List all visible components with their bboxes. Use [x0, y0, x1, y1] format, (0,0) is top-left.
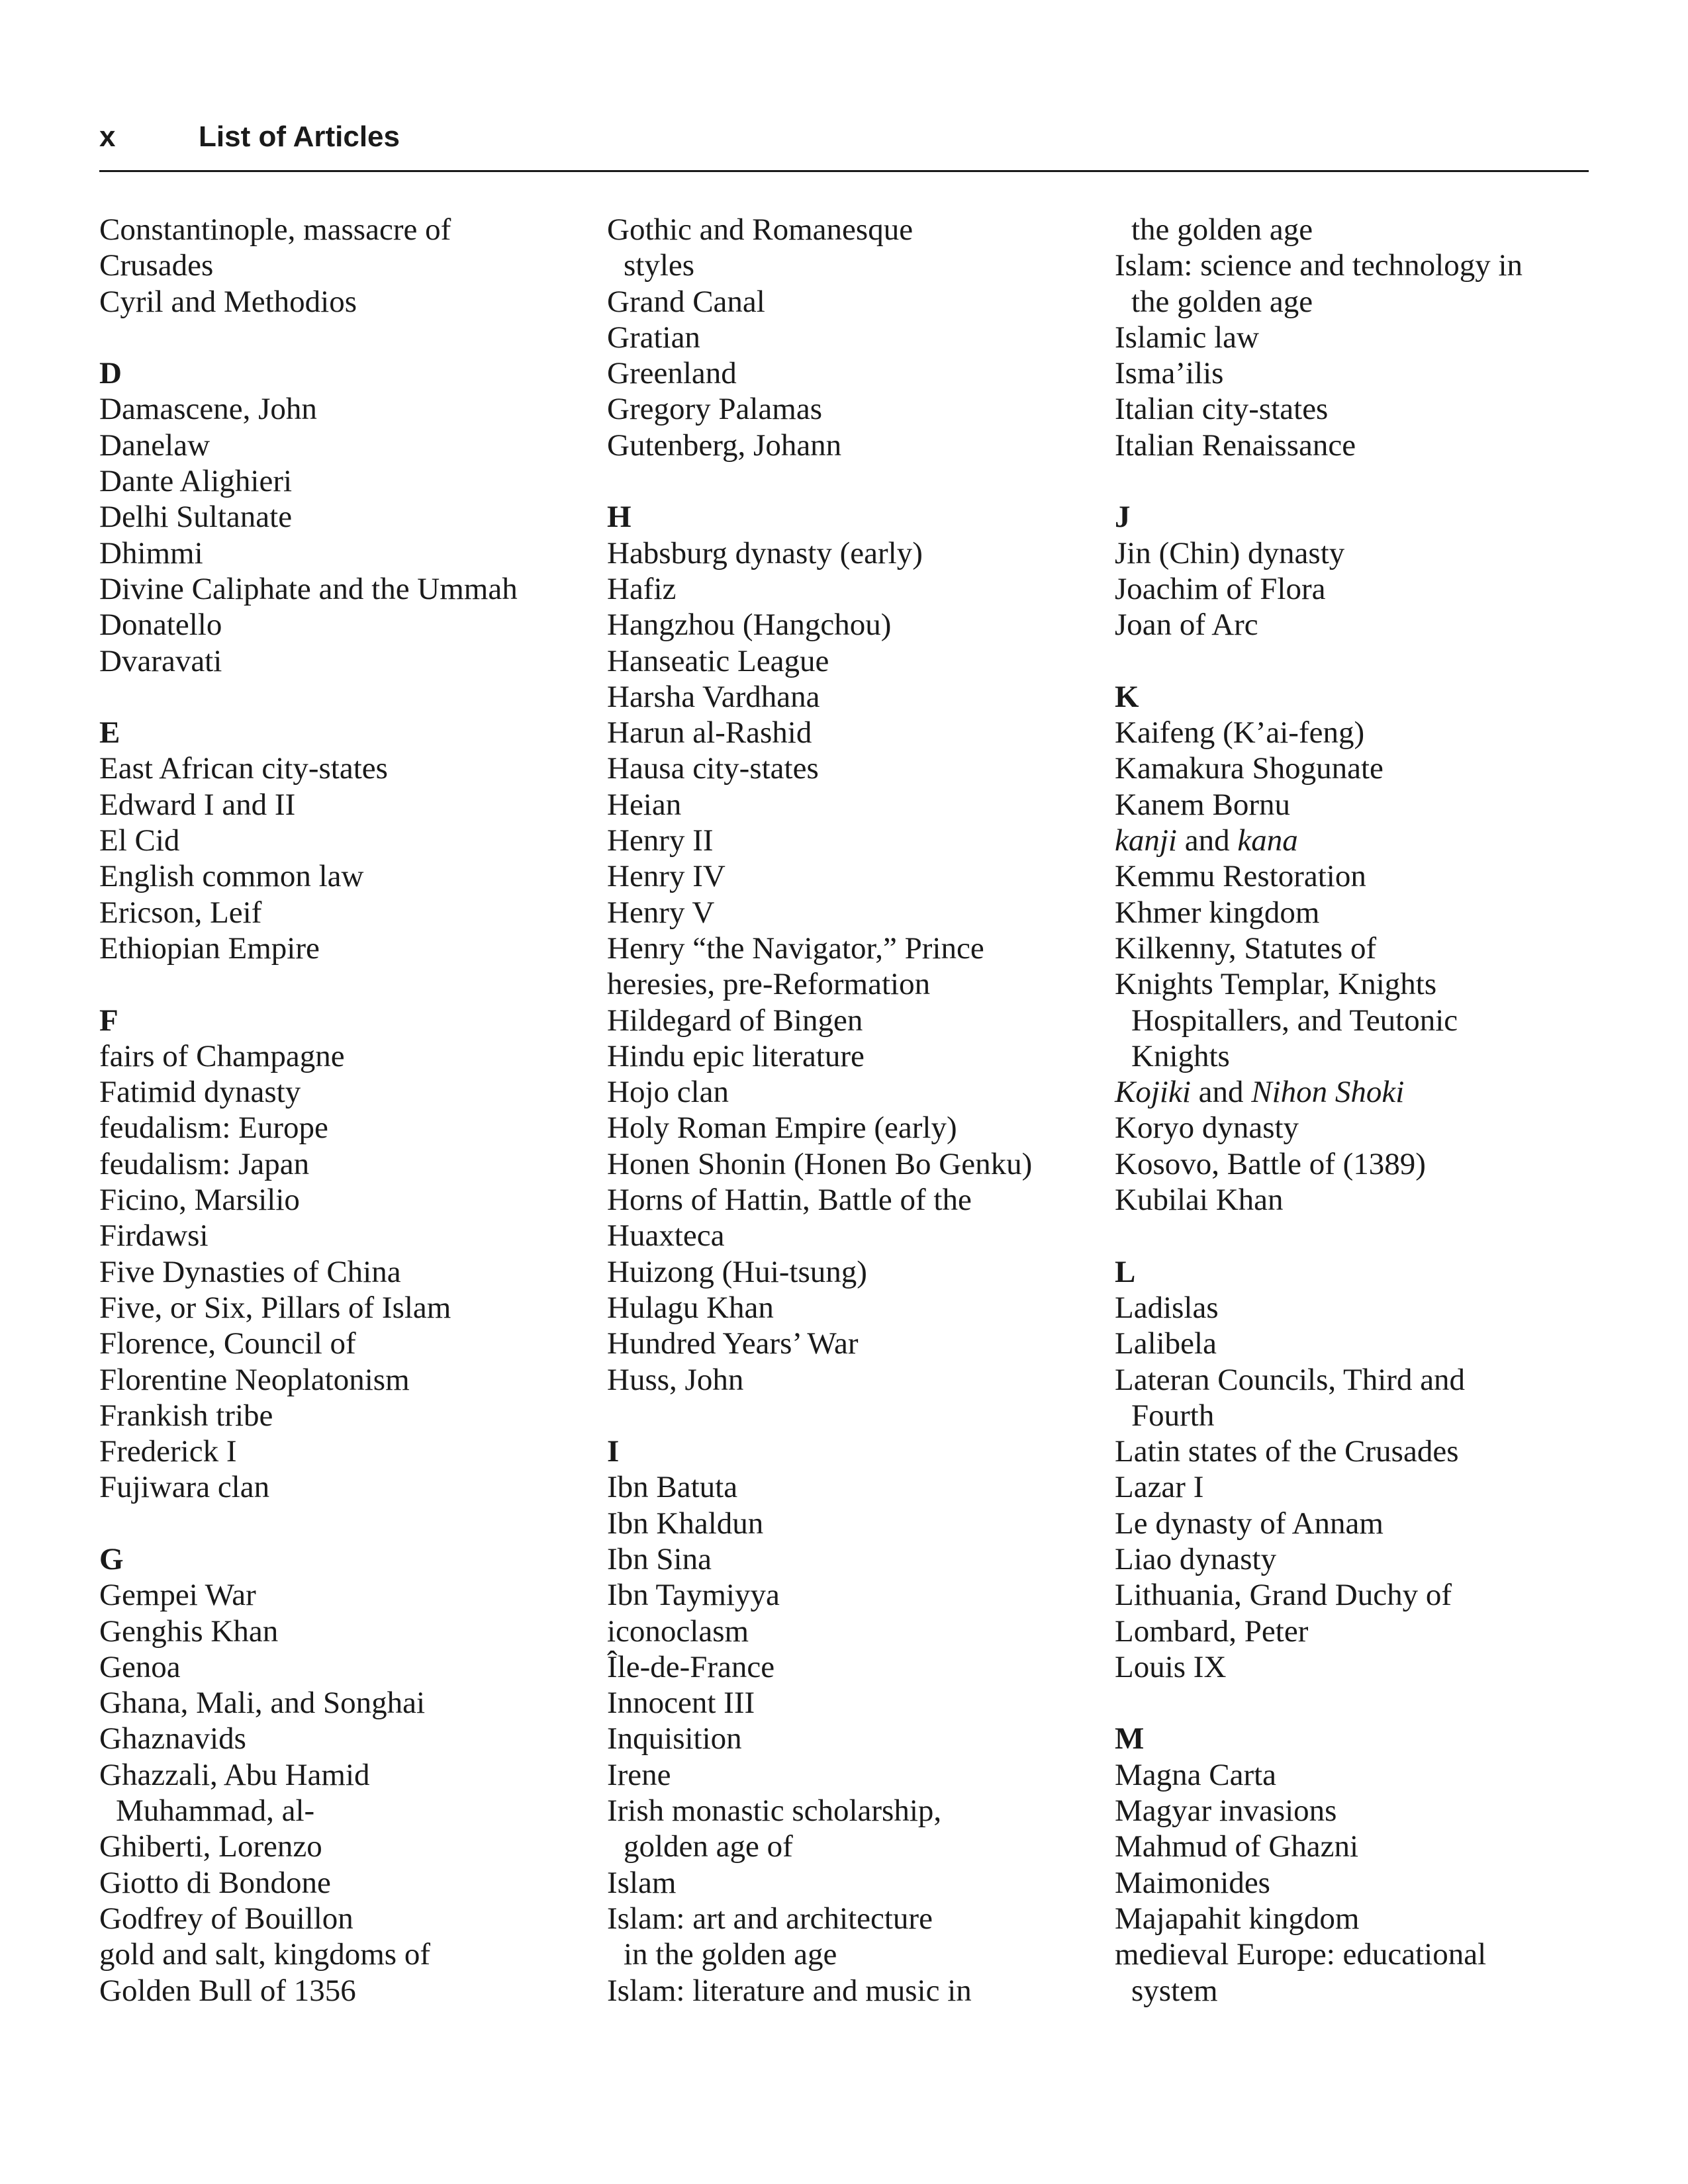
list-item: Holy Roman Empire (early) — [607, 1111, 957, 1146]
section-letter: J — [1115, 500, 1131, 535]
section-title: List of Articles — [199, 120, 400, 153]
list-item: Hundred Years’ War — [607, 1326, 859, 1361]
list-item: Crusades — [99, 248, 214, 283]
list-item: Lalibela — [1115, 1326, 1217, 1361]
list-item: Irene — [607, 1757, 671, 1792]
section-letter: F — [99, 1003, 118, 1038]
list-item: Ibn Batuta — [607, 1470, 738, 1505]
list-item: Italian city-states — [1115, 392, 1329, 427]
list-item: Horns of Hattin, Battle of the — [607, 1183, 972, 1218]
list-item: Magna Carta — [1115, 1757, 1277, 1792]
list-item: Damascene, John — [99, 392, 317, 427]
list-item: Edward I and II — [99, 787, 296, 822]
section-letter: I — [607, 1434, 620, 1469]
list-item: Huaxteca — [607, 1218, 725, 1253]
list-item: fairs of Champagne — [99, 1038, 345, 1073]
list-item: Hausa city-states — [607, 751, 819, 786]
list-item: Gutenberg, Johann — [607, 428, 842, 463]
list-item: Frankish tribe — [99, 1398, 273, 1433]
list-item: Joan of Arc — [1115, 608, 1258, 643]
spacer — [607, 463, 1084, 499]
list-item: Louis IX — [1115, 1649, 1227, 1684]
list-item: Florentine Neoplatonism — [99, 1362, 410, 1397]
list-item: Fujiwara clan — [99, 1470, 270, 1505]
article-column-1 — [99, 212, 576, 2009]
list-item: El Cid — [99, 823, 180, 858]
list-item: Frederick I — [99, 1434, 237, 1469]
list-item: Henry “the Navigator,” Prince — [607, 931, 984, 966]
list-item: Gempei War — [99, 1578, 256, 1613]
list-item: Henry V — [607, 895, 715, 930]
list-item: Hafiz — [607, 571, 677, 606]
list-item: Golden Bull of 1356 — [99, 1973, 356, 2008]
section-letter: D — [99, 356, 122, 391]
article-column-3 — [1115, 212, 1591, 2009]
list-item: Mahmud of Ghazni — [1115, 1829, 1359, 1864]
list-item — [1115, 1074, 1591, 1110]
list-item-continuation: the golden age — [1131, 284, 1313, 319]
list-item: Le dynasty of Annam — [1115, 1506, 1383, 1541]
article-column-2 — [607, 212, 1084, 2009]
list-item: Islam: literature and music in — [607, 1973, 972, 2008]
list-item: Gregory Palamas — [607, 392, 822, 427]
list-item — [1115, 823, 1591, 858]
list-item: Koryo dynasty — [1115, 1111, 1299, 1146]
section-letter: K — [1115, 679, 1139, 714]
list-item-continuation: golden age of — [624, 1829, 793, 1864]
list-item: Habsburg dynasty (early) — [607, 535, 923, 570]
list-item: Gratian — [607, 320, 700, 355]
spacer — [1115, 643, 1591, 679]
list-item: feudalism: Japan — [99, 1146, 310, 1181]
list-item: Kemmu Restoration — [1115, 859, 1366, 894]
list-item: Divine Caliphate and the Ummah — [99, 571, 518, 606]
list-item: Hindu epic literature — [607, 1038, 865, 1073]
list-item: Ghazzali, Abu Hamid — [99, 1757, 370, 1792]
list-item: English common law — [99, 859, 364, 894]
list-item: Hildegard of Bingen — [607, 1003, 863, 1038]
list-item-continuation: in the golden age — [624, 1937, 837, 1972]
list-item: Cyril and Methodios — [99, 284, 357, 319]
list-item: Ethiopian Empire — [99, 931, 320, 966]
list-item: Joachim of Flora — [1115, 571, 1326, 606]
list-item: Constantinople, massacre of — [99, 212, 451, 247]
list-item: medieval Europe: educational — [1115, 1937, 1487, 1972]
list-item: Ghiberti, Lorenzo — [99, 1829, 322, 1864]
list-item: Kilkenny, Statutes of — [1115, 931, 1377, 966]
spacer — [99, 320, 576, 355]
list-item: feudalism: Europe — [99, 1111, 328, 1146]
list-item: Ericson, Leif — [99, 895, 262, 930]
section-letter: L — [1115, 1254, 1136, 1289]
list-item: Isma’ilis — [1115, 356, 1224, 391]
list-item: Delhi Sultanate — [99, 500, 293, 535]
list-item: Grand Canal — [607, 284, 765, 319]
list-item: gold and salt, kingdoms of — [99, 1937, 430, 1972]
list-item: Dhimmi — [99, 535, 203, 570]
list-item: Kubilai Khan — [1115, 1183, 1284, 1218]
list-item: Gothic and Romanesque — [607, 212, 914, 247]
list-item-connector: and — [1184, 823, 1230, 858]
list-item: Italian Renaissance — [1115, 428, 1356, 463]
spacer — [1115, 463, 1591, 499]
list-item: Kanem Bornu — [1115, 787, 1290, 822]
list-item-continuation: Knights — [1131, 1038, 1230, 1073]
list-item: Ibn Taymiyya — [607, 1578, 780, 1613]
list-item: Ladislas — [1115, 1290, 1219, 1325]
page-number: x — [99, 120, 116, 153]
list-item-italic: kanji — [1115, 823, 1177, 858]
header-rule — [99, 170, 1589, 172]
list-item: Ficino, Marsilio — [99, 1183, 300, 1218]
list-item-italic: kana — [1237, 823, 1298, 858]
list-item: Genoa — [99, 1649, 181, 1684]
list-item: Islam — [607, 1865, 677, 1900]
list-item: Île-de-France — [607, 1649, 775, 1684]
list-item: Irish monastic scholarship, — [607, 1794, 942, 1829]
spacer — [99, 679, 576, 715]
list-item: Dvaravati — [99, 643, 222, 678]
list-item: Kosovo, Battle of (1389) — [1115, 1146, 1426, 1181]
section-letter: M — [1115, 1721, 1145, 1756]
spacer — [1115, 1685, 1591, 1721]
list-item: Liao dynasty — [1115, 1541, 1277, 1576]
list-item: Hojo clan — [607, 1075, 729, 1110]
list-item: Genghis Khan — [99, 1614, 279, 1649]
list-item: Ghana, Mali, and Songhai — [99, 1686, 426, 1721]
list-item: Firdawsi — [99, 1218, 209, 1253]
list-item-continuation: styles — [624, 248, 695, 283]
list-item: Harun al-Rashid — [607, 715, 812, 751]
list-item: Kaifeng (K’ai-feng) — [1115, 715, 1365, 751]
list-item: Inquisition — [607, 1721, 742, 1756]
list-item: Ghaznavids — [99, 1721, 246, 1756]
list-item: Heian — [607, 787, 682, 822]
list-item: Ibn Sina — [607, 1541, 712, 1576]
list-item: Hulagu Khan — [607, 1290, 774, 1325]
section-letter: G — [99, 1541, 124, 1576]
list-item: Majapahit kingdom — [1115, 1901, 1360, 1936]
list-item: East African city-states — [99, 751, 388, 786]
list-item: Danelaw — [99, 428, 211, 463]
list-item: Hanseatic League — [607, 643, 829, 678]
list-item: Henry II — [607, 823, 714, 858]
list-item-italic: Kojiki — [1115, 1075, 1191, 1110]
list-item: Huizong (Hui-tsung) — [607, 1254, 867, 1289]
list-item: Lithuania, Grand Duchy of — [1115, 1578, 1452, 1613]
section-letter: H — [607, 500, 632, 535]
list-item-continuation: the golden age — [1131, 212, 1313, 247]
list-item: Magyar invasions — [1115, 1794, 1337, 1829]
list-item: Five Dynasties of China — [99, 1254, 401, 1289]
list-item-continuation: Hospitallers, and Teutonic — [1131, 1003, 1458, 1038]
list-item: Ibn Khaldun — [607, 1506, 764, 1541]
list-item: Lombard, Peter — [1115, 1614, 1309, 1649]
list-item: iconoclasm — [607, 1614, 749, 1649]
list-item: Honen Shonin (Honen Bo Genku) — [607, 1146, 1033, 1181]
list-item: heresies, pre-Reformation — [607, 967, 931, 1002]
list-item: Islam: science and technology in — [1115, 248, 1523, 283]
list-item-connector: and — [1198, 1075, 1244, 1110]
list-item: Dante Alighieri — [99, 464, 293, 499]
spacer — [607, 1398, 1084, 1433]
list-item-continuation: system — [1131, 1973, 1218, 2008]
section-letter: E — [99, 715, 120, 751]
list-item: Kamakura Shogunate — [1115, 751, 1383, 786]
list-item: Five, or Six, Pillars of Islam — [99, 1290, 451, 1325]
spacer — [99, 966, 576, 1002]
list-item: Donatello — [99, 608, 222, 643]
list-item: Lazar I — [1115, 1470, 1204, 1505]
list-item-continuation: Muhammad, al- — [116, 1794, 315, 1829]
list-item: Godfrey of Bouillon — [99, 1901, 353, 1936]
list-item: Fatimid dynasty — [99, 1075, 301, 1110]
list-item: Jin (Chin) dynasty — [1115, 535, 1345, 570]
list-item: Giotto di Bondone — [99, 1865, 331, 1900]
list-item: Knights Templar, Knights — [1115, 967, 1437, 1002]
list-item-italic: Nihon Shoki — [1251, 1075, 1405, 1110]
list-item: Huss, John — [607, 1362, 744, 1397]
list-item: Harsha Vardhana — [607, 679, 820, 714]
list-item: Lateran Councils, Third and — [1115, 1362, 1466, 1397]
list-item: Islamic law — [1115, 320, 1259, 355]
list-item: Khmer kingdom — [1115, 895, 1320, 930]
spacer — [1115, 1218, 1591, 1253]
list-item: Islam: art and architecture — [607, 1901, 933, 1936]
list-item: Henry IV — [607, 859, 726, 894]
list-item-continuation: Fourth — [1131, 1398, 1215, 1433]
list-item: Maimonides — [1115, 1865, 1270, 1900]
list-item: Innocent III — [607, 1686, 755, 1721]
list-item: Hangzhou (Hangchou) — [607, 608, 892, 643]
list-item: Greenland — [607, 356, 737, 391]
list-item: Latin states of the Crusades — [1115, 1434, 1459, 1469]
list-item: Florence, Council of — [99, 1326, 356, 1361]
spacer — [99, 1506, 576, 1541]
